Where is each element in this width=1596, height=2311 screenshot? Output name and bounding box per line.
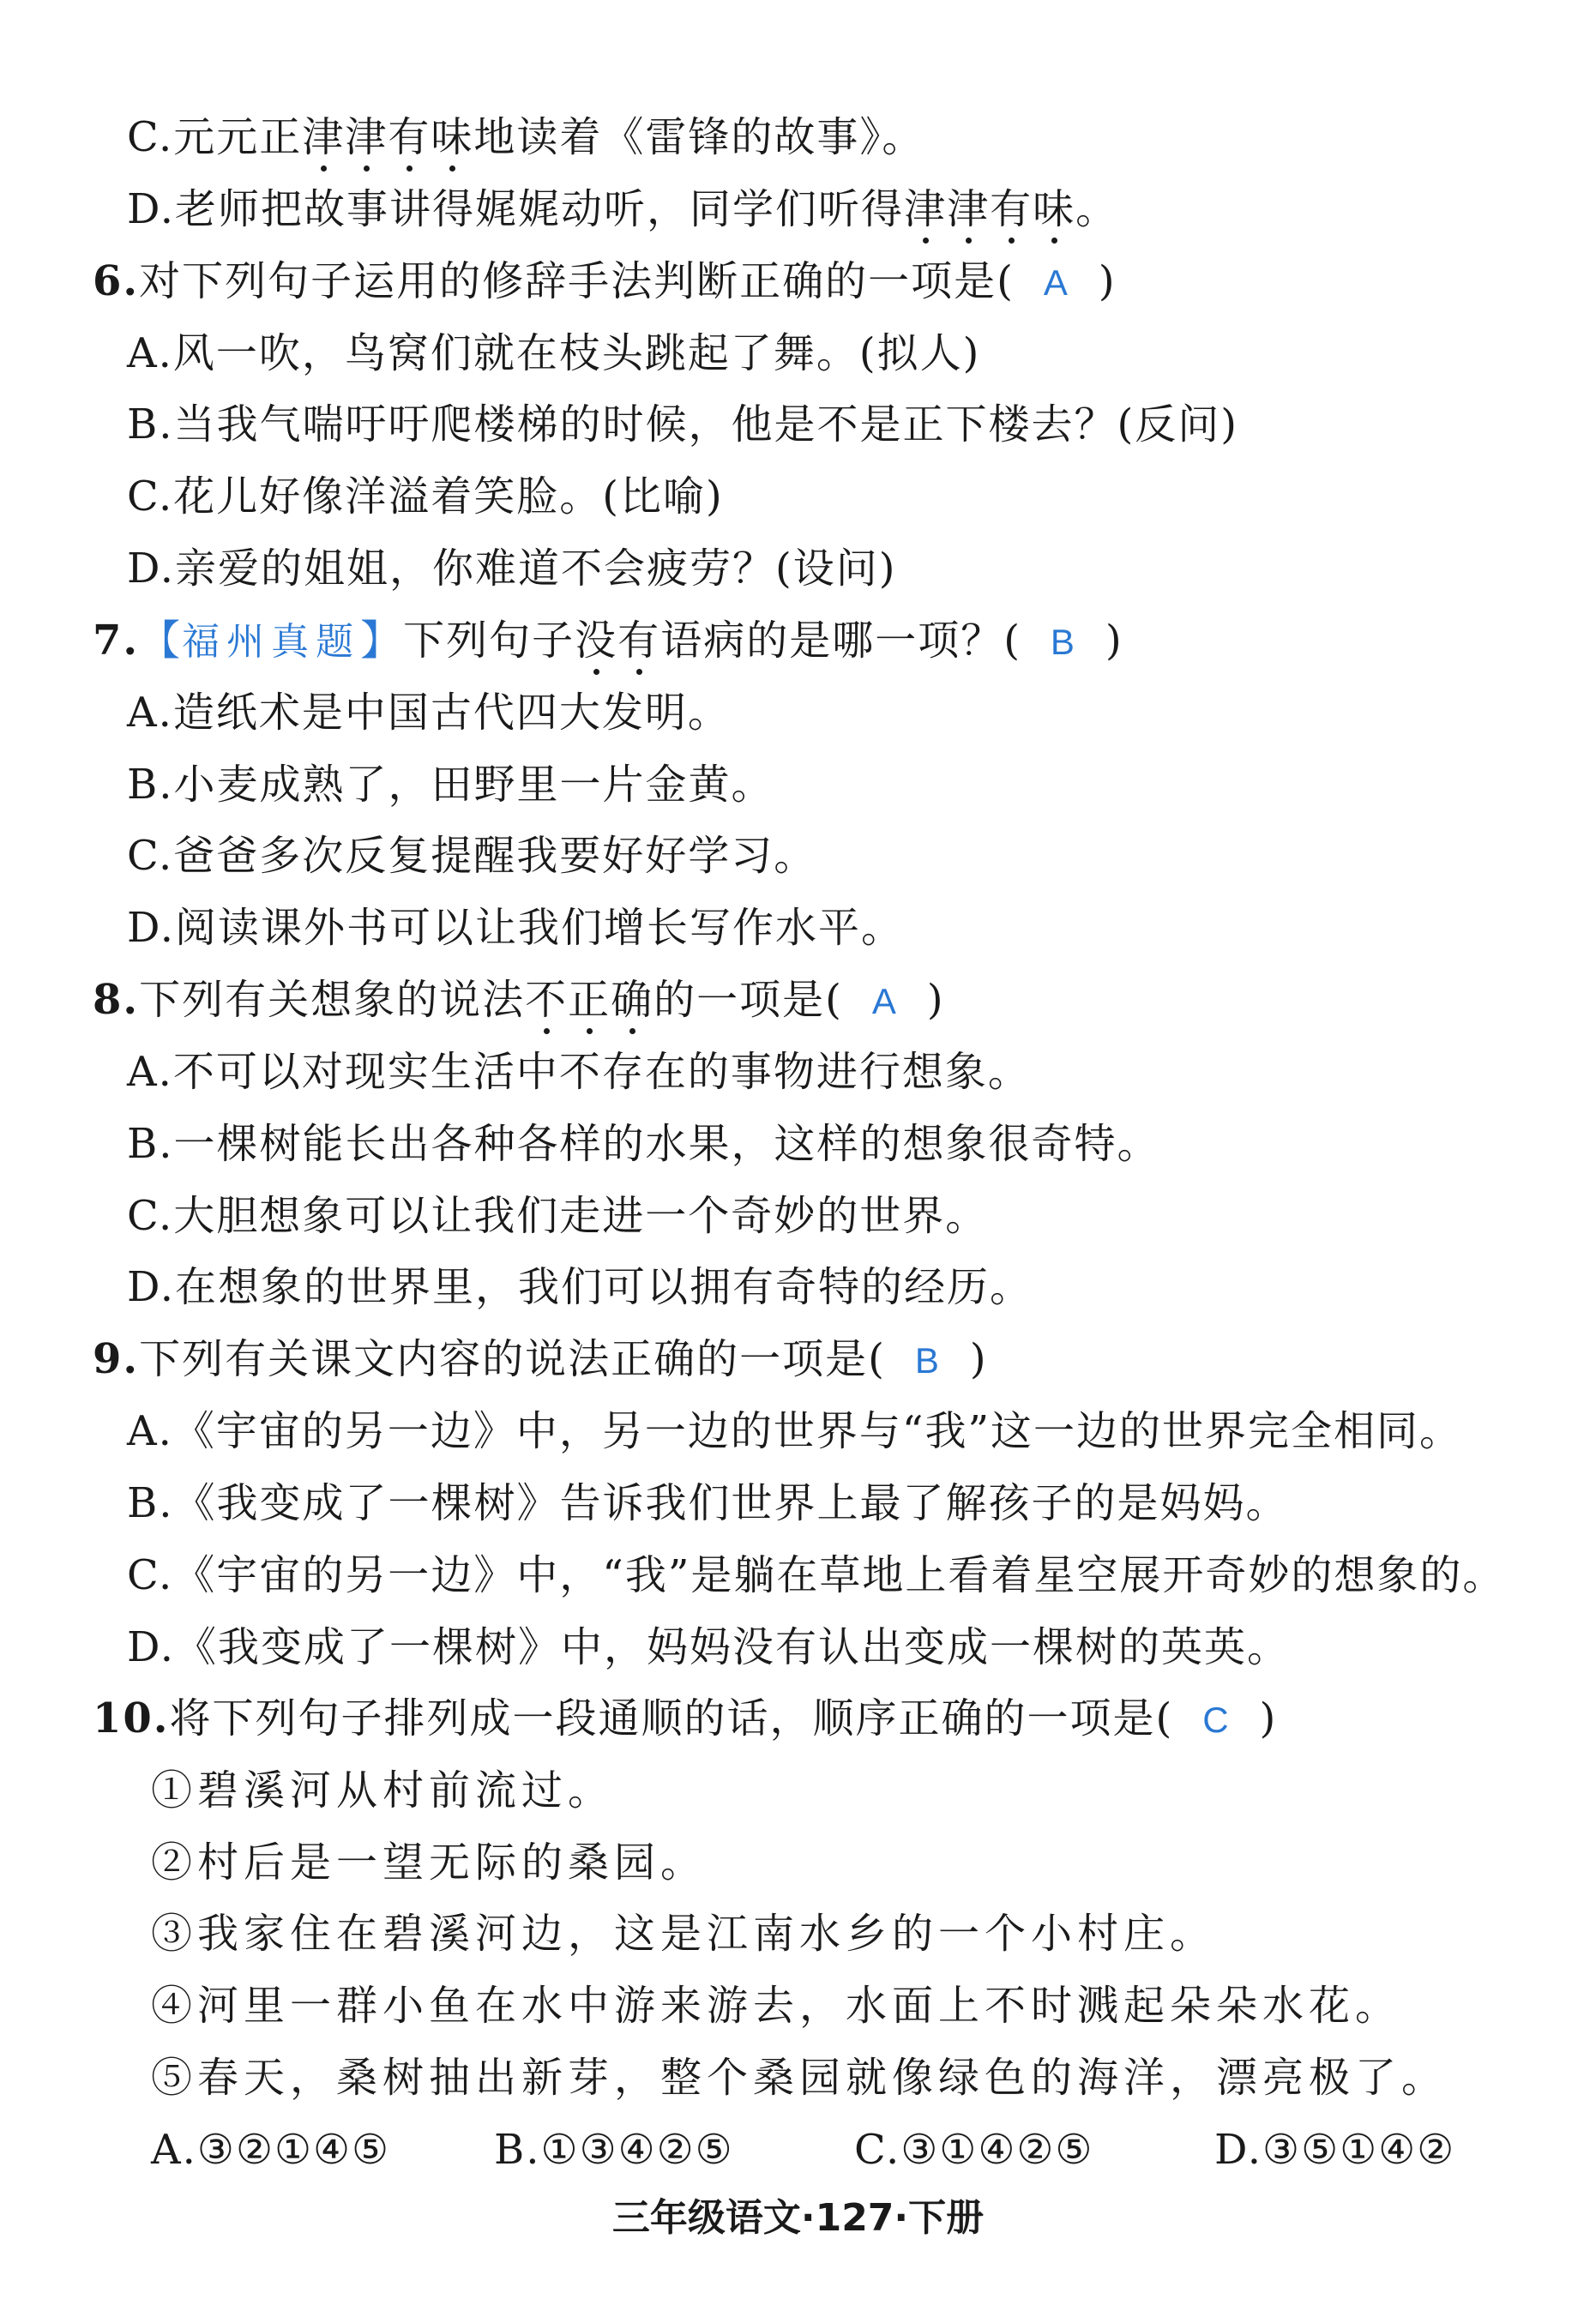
emphasis-char: 津 [302, 110, 345, 165]
q10-choice-b: B.①③④②⑤ [494, 2126, 734, 2174]
q9-stem-text: 下列有关课文内容的说法正确的一项是( [139, 1335, 886, 1383]
q5-option-d-prefix: D.老师把故事讲得娓娓动听，同学们听得 [127, 185, 905, 233]
q10-sentence-5: ⑤春天，桑树抽出新芽，整个桑园就像绿色的海洋，漂亮极了。 [151, 2054, 1448, 2102]
q9-stem [93, 1332, 988, 1387]
q9-option-c: C.《宇宙的另一边》中，“我”是躺在草地上看着星空展开奇妙的想象的。 [127, 1551, 1506, 1599]
q7-tag-open: 【 [139, 617, 183, 665]
q7-option-c: C.爸爸多次反复提醒我要好好学习。 [127, 832, 817, 880]
q7-source-tag: 福州真题 [182, 620, 361, 664]
emphasis-char: 津 [345, 110, 388, 165]
q9-option-b: B.《我变成了一棵树》告诉我们世界上最了解孩子的是妈妈。 [127, 1479, 1289, 1527]
q6-close-paren: ) [1098, 257, 1117, 305]
emphasis-char: 有 [388, 110, 431, 165]
q10-sentence-1: ①碧溪河从村前流过。 [151, 1766, 615, 1814]
q10-close-paren: ) [1259, 1694, 1278, 1742]
q7-option-d: D.阅读课外书可以让我们增长写作水平。 [127, 904, 905, 952]
q10-stem-text: 将下列句子排列成一段通顺的话，顺序正确的一项是( [169, 1694, 1174, 1742]
q7-option-a: A.造纸术是中国古代四大发明。 [127, 689, 731, 737]
q9-number: 9. [93, 1335, 140, 1383]
q6-option-b: B.当我气喘吁吁爬楼梯的时候，他是不是正下楼去？(反问) [127, 400, 1238, 448]
emphasis-char: 津 [904, 182, 947, 237]
q6-number: 6. [93, 257, 140, 305]
q8-option-b: B.一棵树能长出各种各样的水果，这样的想象很奇特。 [127, 1120, 1160, 1168]
q7-close-paren: ) [1105, 617, 1123, 665]
emphasis-char: 味 [1033, 182, 1075, 237]
page-footer: 三年级语文·127·下册 [611, 2196, 985, 2240]
q9-close-paren: ) [969, 1335, 988, 1383]
emphasis-char: 有 [617, 613, 660, 668]
q6-option-c: C.花儿好像洋溢着笑脸。(比喻) [127, 472, 724, 521]
q10-choice-c: C.③①④②⑤ [854, 2126, 1094, 2174]
q8-option-a: A.不可以对现实生活中不存在的事物进行想象。 [127, 1048, 1031, 1096]
q7-stem [93, 613, 1123, 668]
q7-stem-prefix: 下列句子 [403, 617, 575, 665]
q7-answer: B [1050, 622, 1076, 662]
q5-option-d-dotted [904, 185, 1075, 233]
q8-number: 8. [93, 976, 140, 1024]
q9-answer: B [914, 1340, 941, 1381]
q5-option-d-suffix: 。 [1075, 185, 1119, 233]
emphasis-char: 味 [431, 110, 473, 165]
q10-sentence-3: ③我家住在碧溪河边，这是江南水乡的一个小村庄。 [151, 1910, 1217, 1958]
emphasis-char: 不 [525, 972, 568, 1027]
q6-option-a: A.风一吹，鸟窝们就在枝头跳起了舞。(拟人) [127, 329, 981, 377]
q9-option-a: A.《宇宙的另一边》中，另一边的世界与“我”这一边的世界完全相同。 [127, 1407, 1463, 1455]
q10-sentence-4: ④河里一群小鱼在水中游来游去，水面上不时溅起朵朵水花。 [151, 1982, 1402, 2030]
q8-answer: A [871, 981, 898, 1021]
q8-stem-prefix: 下列有关想象的说法 [139, 976, 526, 1024]
emphasis-char: 有 [990, 182, 1033, 237]
emphasis-char: 没 [575, 613, 617, 668]
q8-stem [93, 972, 945, 1027]
q8-option-c: C.大胆想象可以让我们走进一个奇妙的世界。 [127, 1192, 989, 1240]
q10-choice-a: A.③②①④⑤ [151, 2126, 391, 2174]
q10-stem [93, 1691, 1277, 1746]
q7-tag-close: 】 [360, 617, 404, 665]
q6-stem-text: 对下列句子运用的修辞手法判断正确的一项是( [139, 257, 1015, 305]
emphasis-char: 确 [611, 972, 653, 1027]
q10-sentence-2: ②村后是一望无际的桑园。 [151, 1839, 708, 1887]
q6-option-d: D.亲爱的姐姐，你难道不会疲劳？(设问) [127, 545, 897, 593]
q7-option-b: B.小麦成熟了，田野里一片金黄。 [127, 761, 774, 809]
q7-stem-suffix: 语病的是哪一项？( [660, 617, 1021, 665]
q10-answer: C [1202, 1700, 1231, 1740]
q6-stem [93, 254, 1117, 309]
q6-answer: A [1043, 262, 1069, 303]
q7-number: 7. [93, 617, 140, 665]
emphasis-char: 津 [947, 182, 990, 237]
q5-option-c-dotted [302, 113, 473, 161]
q8-stem-dotted [525, 976, 653, 1024]
q8-stem-suffix: 的一项是( [653, 976, 843, 1024]
q10-choice-d: D.③⑤①④② [1214, 2126, 1456, 2174]
q10-number: 10. [93, 1694, 170, 1742]
q9-option-d: D.《我变成了一棵树》中，妈妈没有认出变成一棵树的英英。 [127, 1623, 1291, 1671]
q8-close-paren: ) [926, 976, 945, 1024]
q8-option-d: D.在想象的世界里，我们可以拥有奇特的经历。 [127, 1263, 1033, 1311]
q5-option-d [127, 182, 1118, 237]
q5-option-c-suffix: 地读着《雷锋的故事》。 [473, 113, 925, 161]
q7-stem-dotted [575, 617, 660, 665]
q5-option-c-prefix: C.元元正 [127, 113, 303, 161]
q5-option-c [127, 110, 924, 165]
emphasis-char: 正 [568, 972, 611, 1027]
